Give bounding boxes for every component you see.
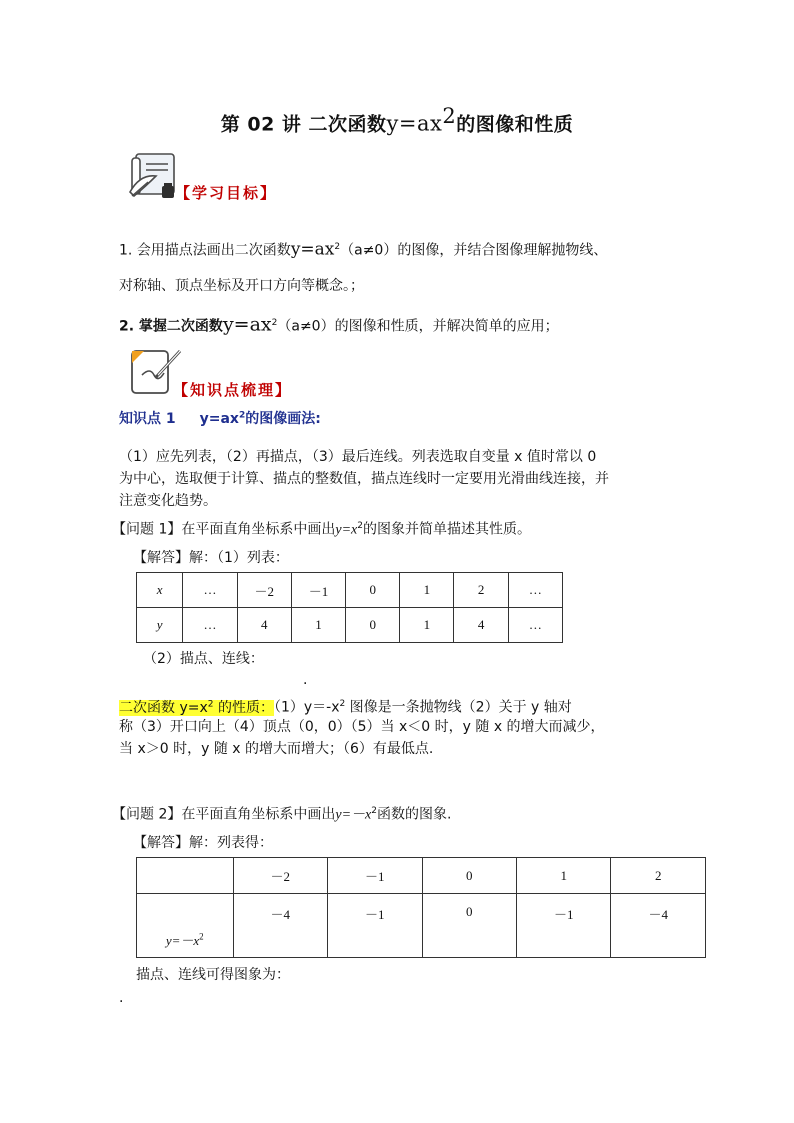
table-1 bbox=[136, 572, 563, 643]
page-title: 第 02 讲 二次函数$y=ax^2$的图像和性质 bbox=[220, 104, 574, 136]
table-cell: 1 bbox=[400, 573, 454, 608]
table-cell: 1 bbox=[291, 608, 345, 643]
table-cell: … bbox=[183, 573, 237, 608]
goal-2: 2. 掌握二次函数$y=ax^2(a\ne 0)$的图像和性质，并解决简单的应用； bbox=[119, 313, 559, 336]
table-cell: y bbox=[137, 608, 183, 643]
table-row bbox=[137, 573, 563, 608]
question-1-answer-label: 【解答】解：（1）列表： bbox=[133, 550, 289, 566]
table-cell: －1 bbox=[328, 858, 423, 894]
table-row bbox=[137, 858, 706, 894]
question-1-step-2: （2）描点、连线： bbox=[143, 651, 264, 667]
knowledge-banner: 【知识点梳理】 bbox=[173, 381, 293, 399]
question-2-step-2: 描点、连线可得图象为： bbox=[136, 967, 290, 983]
table-row bbox=[137, 894, 706, 958]
question-2-answer-label: 【解答】解：列表得： bbox=[133, 835, 273, 851]
table-2 bbox=[136, 857, 706, 958]
table-cell: －4 bbox=[611, 894, 706, 958]
table-cell: 0 bbox=[346, 573, 400, 608]
table-cell: x bbox=[137, 573, 183, 608]
table-cell: 4 bbox=[237, 608, 291, 643]
table-cell: －1 bbox=[516, 894, 611, 958]
properties-line-2: 称（3）开口向上（4）顶点（0，0）（5）当 x＜0 时，y 随 x 的增大而减少， bbox=[119, 719, 605, 735]
table-cell: 2 bbox=[454, 573, 508, 608]
table-cell: 0 bbox=[346, 608, 400, 643]
knowledge-point-1-heading: 知识点 1 $y=ax^2$的图像画法: bbox=[119, 410, 321, 427]
table-cell: －4 bbox=[233, 894, 328, 958]
table-cell: … bbox=[508, 608, 562, 643]
table-cell: 4 bbox=[454, 608, 508, 643]
kp1-text-line-1: （1）应先列表，（2）再描点，（3）最后连线。列表选取自变量 x 值时常以 0 bbox=[119, 449, 597, 465]
table-cell: 0 bbox=[422, 894, 516, 958]
properties-line-3: 当 x＞0 时，y 随 x 的增大而增大；（6）有最低点. bbox=[119, 741, 434, 757]
table-cell: 0 bbox=[422, 858, 516, 894]
placeholder-dot: . bbox=[119, 990, 124, 1006]
learning-goals-banner: 【学习目标】 bbox=[175, 184, 278, 202]
table-cell: 1 bbox=[516, 858, 611, 894]
kp1-text-line-2: 为中心，选取便于计算、描点的整数值，描点连线时一定要用光滑曲线连接，并 bbox=[119, 471, 609, 487]
table-row bbox=[137, 608, 563, 643]
table-cell: 2 bbox=[611, 858, 706, 894]
table-cell: … bbox=[183, 608, 237, 643]
table-cell: $y=-x^2$ bbox=[137, 894, 234, 958]
question-1: 【问题 1】在平面直角坐标系中画出$y=x^2$的图象并简单描述其性质。 bbox=[112, 521, 531, 538]
table-cell: －1 bbox=[328, 894, 423, 958]
table-cell bbox=[137, 858, 234, 894]
placeholder-dot: . bbox=[303, 672, 308, 688]
table-cell: －2 bbox=[237, 573, 291, 608]
kp1-text-line-3: 注意变化趋势。 bbox=[119, 493, 217, 509]
table-cell: … bbox=[508, 573, 562, 608]
goal-1: 1. 会用描点法画出二次函数$y=ax^2(a\ne 0)$的图像，并结合图像理解抛物线、 bbox=[119, 239, 608, 260]
table-cell: 1 bbox=[400, 608, 454, 643]
table-cell: －1 bbox=[291, 573, 345, 608]
table-cell: －2 bbox=[233, 858, 328, 894]
question-2: 【问题 2】在平面直角坐标系中画出$y=-x^2$函数的图象. bbox=[112, 806, 452, 823]
goal-1-line2: 对称轴、顶点坐标及开口方向等概念。； bbox=[119, 278, 364, 294]
properties-line-1: 二次函数 $y=x^2$ 的性质：$(1)y=-x^2$ 图像是一条抛物线（2）关于 y 轴对 bbox=[119, 699, 572, 716]
